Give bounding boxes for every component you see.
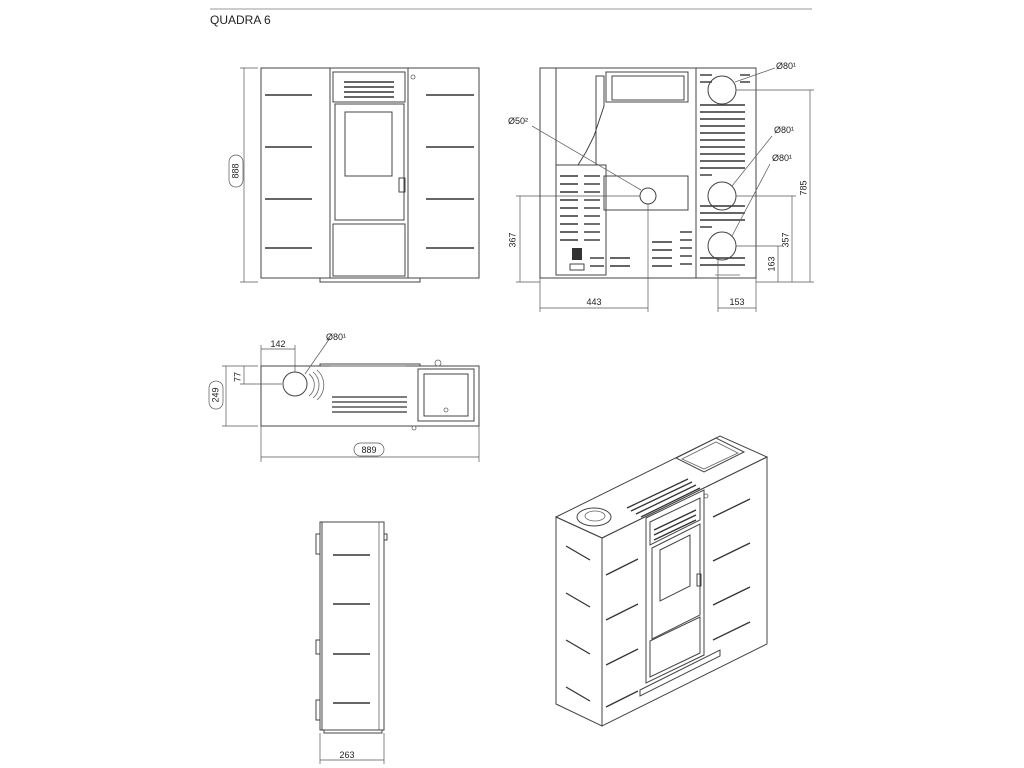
back-inlet-height-label: 367 (507, 232, 518, 248)
drawing-title: QUADRA 6 (210, 13, 271, 27)
power-switch (572, 248, 582, 260)
back-vent-top-label: Ø80¹ (776, 61, 797, 71)
side-depth-label: 263 (339, 750, 355, 760)
top-depth-label: 249 (210, 387, 221, 403)
pellet-hopper-lid (418, 369, 474, 421)
front-panel-lines (265, 95, 474, 248)
top-offset-y-label: 77 (232, 371, 243, 383)
top-flue-outlet (283, 372, 307, 396)
back-low-height-label: 163 (766, 256, 777, 272)
back-view (507, 61, 814, 312)
isometric-view (556, 436, 767, 726)
top-offset-x-label: 142 (270, 339, 286, 349)
back-air-inlet-label: Ø50² (508, 116, 529, 126)
front-grille (344, 82, 394, 97)
door-glass (345, 112, 392, 176)
back-total-height-label: 785 (798, 180, 809, 196)
side-view (316, 522, 387, 764)
back-mid-height-label: 357 (780, 232, 791, 248)
top-vent-label: Ø80¹ (326, 332, 347, 342)
front-height-label: 888 (230, 163, 241, 179)
back-vent-mid-label: Ø80¹ (774, 125, 795, 135)
front-view (229, 68, 479, 282)
top-grille (332, 397, 407, 412)
back-vent-low (708, 232, 736, 260)
ash-drawer (333, 224, 405, 276)
back-vent-low-label: Ø80¹ (772, 153, 793, 163)
side-panel-lines (333, 555, 370, 703)
back-side-width-label: 153 (729, 297, 745, 307)
back-inlet-width-label: 443 (586, 297, 602, 307)
top-width-label: 889 (361, 445, 377, 455)
top-view (209, 332, 479, 462)
back-air-inlet (640, 188, 656, 204)
back-vent-top (708, 76, 736, 104)
